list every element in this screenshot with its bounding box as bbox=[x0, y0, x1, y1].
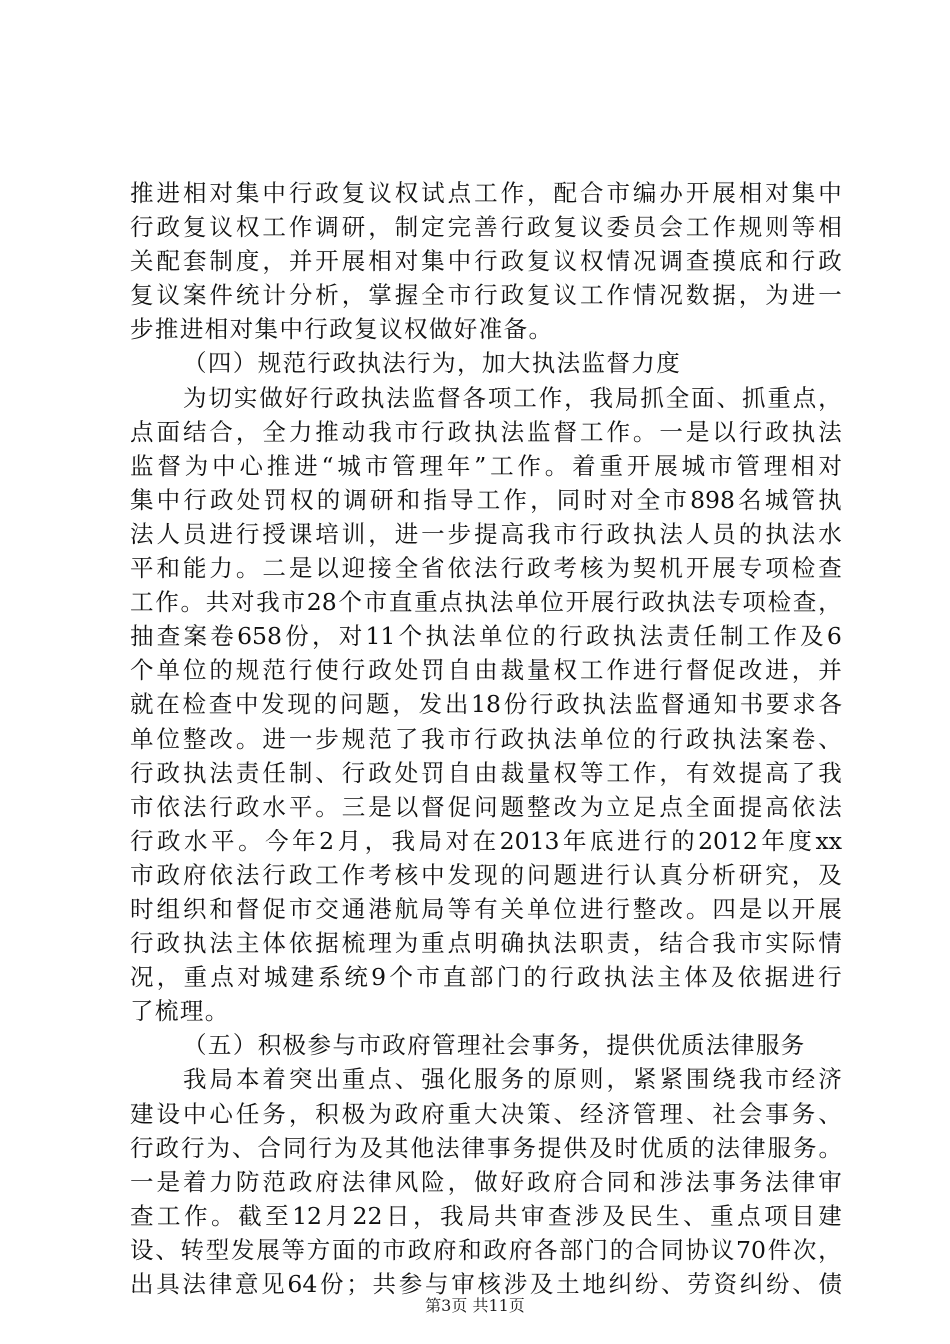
text-line: 集 中 行 政 处 罚 权 的 调 研 和 指 导 工 作 ， 同 时 对 全 市 898 名 城 管 执 bbox=[130, 485, 842, 514]
text-line: 点 面 结 合 ， 全 力 推 动 我 市 行 政 执 法 监 督 工 作 。 一 是 以 行 政 执 法 bbox=[130, 417, 842, 446]
text-line: 复 议 案 件 统 计 分 析 ， 掌 握 全 市 行 政 复 议 工 作 情 况 数 据 ， 为 进 一 bbox=[130, 281, 842, 310]
text-line: 推 进 相 对 集 中 行 政 复 议 权 试 点 工 作 ， 配 合 市 编 办 开 展 相 对 集 中 bbox=[130, 179, 842, 207]
text-line: 行 政 行 为 、 合 同 行 为 及 其 他 法 律 事 务 提 供 及 时 优 质 的 法 律 服 务 。 bbox=[130, 1133, 842, 1162]
text-line: 出 具 法 律 意 见 64 份 ； 共 参 与 审 核 涉 及 土 地 纠 纷 、 劳 资 纠 纷 、 债 bbox=[130, 1270, 842, 1298]
text-line: （ 五 ） 积 极 参 与 市 政 府 管 理 社 会 事 务 ， 提 供 优 质 法 律 服 务 bbox=[183, 1031, 806, 1060]
text-line: （ 四 ） 规 范 行 政 执 法 行 为 ， 加 大 执 法 监 督 力 度 bbox=[183, 349, 682, 378]
text-line: 抽 查 案 卷 658 份 ， 对 11 个 执 法 单 位 的 行 政 执 法 责 任 制 工 作 及 6 bbox=[130, 622, 842, 651]
text-line: 为 切 实 做 好 行 政 执 法 监 督 各 项 工 作 ， 我 局 抓 全 面 、 抓 重 点 ， bbox=[183, 383, 842, 412]
text-line: 查 工 作 。 截 至 12 月 22 日 ， 我 局 共 审 查 涉 及 民 生 、 重 点 项 目 建 bbox=[130, 1201, 842, 1230]
text-line: 设 、 转 型 发 展 等 方 面 的 市 政 府 和 政 府 各 部 门 的 合 同 协 议 70 件 次 ， bbox=[130, 1235, 842, 1264]
text-line: 行 政 执 法 责 任 制 、 行 政 处 罚 自 由 裁 量 权 等 工 作 ， 有 效 提 高 了 我 bbox=[130, 758, 842, 787]
text-line: 我 局 本 着 突 出 重 点 、 强 化 服 务 的 原 则 ， 紧 紧 围 绕 我 市 经 济 bbox=[183, 1065, 842, 1094]
page-footer: 第3页 共11页 bbox=[425, 1296, 525, 1315]
text-line: 行 政 执 法 主 体 依 据 梳 理 为 重 点 明 确 执 法 职 责 ， 结 合 我 市 实 际 情 bbox=[130, 929, 842, 958]
text-line: 建 设 中 心 任 务 ， 积 极 为 政 府 重 大 决 策 、 经 济 管 理 、 社 会 事 务 、 bbox=[130, 1099, 842, 1128]
text-line: 个 单 位 的 规 范 行 使 行 政 处 罚 自 由 裁 量 权 工 作 进 行 督 促 改 进 ， 并 bbox=[130, 656, 842, 685]
text-line: 步 推 进 相 对 集 中 行 政 复 议 权 做 好 准 备 。 bbox=[130, 315, 554, 344]
text-line: 平 和 能 力 。 二 是 以 迎 接 全 省 依 法 行 政 考 核 为 契 机 开 展 专 项 检 查 bbox=[130, 554, 842, 583]
text-line: 市 依 法 行 政 水 平 。 三 是 以 督 促 问 题 整 改 为 立 足 点 全 面 提 高 依 法 bbox=[130, 792, 842, 821]
text-line: 行 政 水 平 。 今 年 2 月 ， 我 局 对 在 2013 年 底 进 行 的 2012 年 度 xx bbox=[130, 826, 842, 855]
text-line: 工 作 。 共 对 我 市 28 个 市 直 重 点 执 法 单 位 开 展 行 政 执 法 专 项 检 查 ， bbox=[130, 588, 842, 617]
text-line: 单 位 整 改 。 进 一 步 规 范 了 我 市 行 政 执 法 单 位 的 行 政 执 法 案 卷 、 bbox=[130, 724, 842, 753]
body-text bbox=[130, 176, 842, 1301]
text-line: 市 政 府 依 法 行 政 工 作 考 核 中 发 现 的 问 题 进 行 认 真 分 析 研 究 ， 及 bbox=[130, 860, 842, 889]
text-line: 行 政 复 议 权 工 作 调 研 ， 制 定 完 善 行 政 复 议 委 员 会 工 作 规 则 等 相 bbox=[130, 213, 842, 242]
text-line: 时 组 织 和 督 促 市 交 通 港 航 局 等 有 关 单 位 进 行 整 改 。 四 是 以 开 展 bbox=[130, 894, 842, 923]
text-line: 一 是 着 力 防 范 政 府 法 律 风 险 ， 做 好 政 府 合 同 和 涉 法 事 务 法 律 审 bbox=[130, 1167, 842, 1196]
text-line: 监 督 为 中 心 推 进 “ 城 市 管 理 年 ” 工 作 。 着 重 开 展 城 市 管 理 相 对 bbox=[130, 451, 842, 480]
text-line: 法 人 员 进 行 授 课 培 训 ， 进 一 步 提 高 我 市 行 政 执 法 人 员 的 执 法 水 bbox=[130, 519, 842, 548]
text-line: 了 梳 理 。 bbox=[130, 997, 230, 1026]
text-line: 况 ， 重 点 对 城 建 系 统 9 个 市 直 部 门 的 行 政 执 法 主 体 及 依 据 进 行 bbox=[130, 963, 842, 992]
text-line: 就 在 检 查 中 发 现 的 问 题 ， 发 出 18 份 行 政 执 法 监 督 通 知 书 要 求 各 bbox=[130, 690, 842, 719]
text-line: 关 配 套 制 度 ， 并 开 展 相 对 集 中 行 政 复 议 权 情 况 调 查 摸 底 和 行 政 bbox=[130, 247, 842, 276]
